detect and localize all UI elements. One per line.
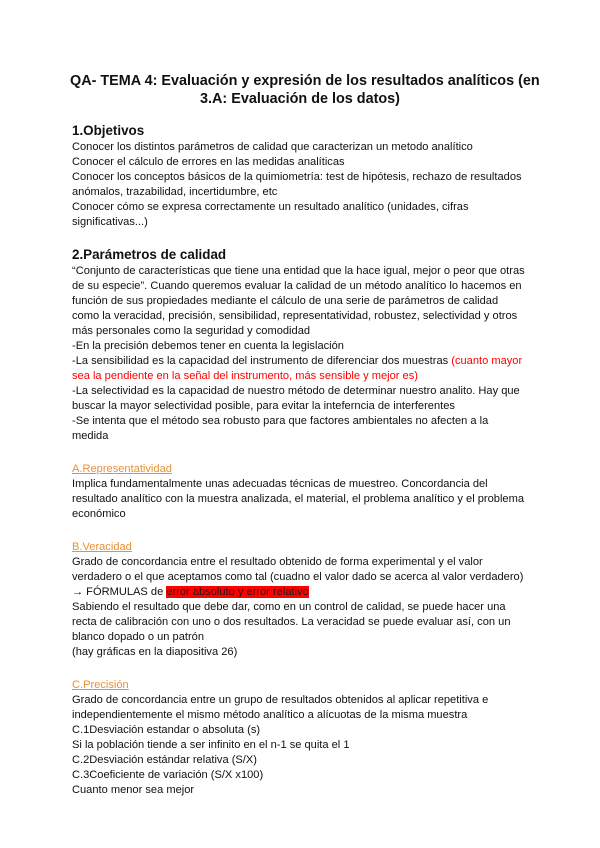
text-line: función de sus propiedades mediante el cálculo de una serie de parámetros de calidad bbox=[72, 295, 499, 307]
text-line: como la veracidad, precisión, sensibilidad, representatividad, robustez, selectividad y otros bbox=[72, 310, 518, 322]
text-line: anómalos, trazabilidad, incertidumbre, etc bbox=[72, 186, 278, 198]
text-line: (hay gráficas en la diapositiva 26) bbox=[72, 646, 238, 658]
text-line: Sabiendo el resultado que debe dar, como en un control de calidad, se puede hacer una bbox=[72, 601, 506, 613]
text-line: verdadero o el que aceptamos como tal (cuadno el valor dado se acerca al valor verdadero) bbox=[72, 571, 524, 583]
subsection-heading-representatividad: A.Representatividad bbox=[72, 463, 172, 475]
text-line: Conocer los conceptos básicos de la quimiometría: test de hipótesis, rechazo de resultados bbox=[72, 171, 522, 183]
text-line: más personales como la seguridad y comodidad bbox=[72, 325, 311, 337]
subsection-heading-precision: C.Precisión bbox=[72, 679, 129, 691]
text-line: blanco dopado o un patrón bbox=[72, 631, 205, 643]
text-line: Conocer los distintos parámetros de calidad que caracterizan un metodo analítico bbox=[72, 141, 473, 153]
formulas-prefix: → FÓRMULAS de bbox=[72, 586, 167, 598]
subsection-veracidad bbox=[72, 540, 532, 660]
subsection-heading-veracidad: B.Veracidad bbox=[72, 541, 132, 553]
sensibilidad-text: -La sensibilidad es la capacidad del instrumento de diferenciar dos muestras bbox=[72, 355, 452, 367]
text-line: Conocer el cálculo de errores en las medidas analíticas bbox=[72, 156, 345, 168]
text-line: Grado de concordancia entre un grupo de resultados obtenidos al aplicar repetitiva e bbox=[72, 694, 489, 706]
document-body bbox=[72, 122, 532, 798]
text-line: medida bbox=[72, 430, 109, 442]
subsection-representatividad bbox=[72, 462, 532, 522]
text-line: económico bbox=[72, 508, 126, 520]
text-line: buscar la mayor selectividad posible, para evitar la inteferncia de interferentes bbox=[72, 400, 455, 412]
sensibilidad-note-red: (cuanto mayor bbox=[451, 355, 523, 367]
text-line: -En la precisión debemos tener en cuenta la legislación bbox=[72, 340, 344, 352]
sensibilidad-note-red-continued: sea la pendiente en la señal del instrumento, más sensible y mejor es) bbox=[72, 370, 418, 382]
text-line: Conocer cómo se expresa correctamente un resultado analítico (unidades, cifras bbox=[72, 201, 469, 213]
title-line-1: QA- TEMA 4: Evaluación y expresión de los resultados analíticos (en bbox=[70, 73, 540, 89]
text-line: significativas...) bbox=[72, 216, 148, 228]
section-objetivos bbox=[72, 122, 532, 230]
text-line: “Conjunto de características que tiene una entidad que la hace igual, mejor o peor que otras bbox=[72, 265, 525, 277]
text-line: -Se intenta que el método sea robusto para que factores ambientales no afecten a la bbox=[72, 415, 489, 427]
text-line: Grado de concordancia entre el resultado obtenido de forma experimental y el valor bbox=[72, 556, 483, 568]
text-line: Implica fundamentalmente unas adecuadas técnicas de muestreo. Concordancia del bbox=[72, 478, 488, 490]
formulas-line bbox=[72, 585, 532, 600]
subsection-precision bbox=[72, 678, 532, 798]
text-line: -La selectividad es la capacidad de nuestro método de determinar nuestro analito. Hay que bbox=[72, 385, 520, 397]
sensibilidad-line bbox=[72, 354, 532, 369]
text-line: independientemente el mismo método analítico a alícuotas de la misma muestra bbox=[72, 709, 468, 721]
text-line: C.1Desviación estandar o absoluta (s) bbox=[72, 724, 261, 736]
section-heading-objetivos: 1.Objetivos bbox=[72, 123, 145, 138]
text-line: C.2Desviación estándar relativa (S/X) bbox=[72, 754, 257, 766]
text-line: C.3Coeficiente de variación (S/X x100) bbox=[72, 769, 264, 781]
text-line: Si la población tiende a ser infinito en el n-1 se quita el 1 bbox=[72, 739, 350, 751]
formulas-highlight: error absoluto y error relativo bbox=[166, 586, 309, 598]
text-line: recta de calibración con uno o dos resultados. La veracidad se puede evaluar así, con un bbox=[72, 616, 511, 628]
text-line: resultado analítico con la muestra analizada, el material, el problema analítico y el problema bbox=[72, 493, 525, 505]
text-line: de su especie”. Cuando queremos evaluar la calidad de un método analítico lo hacemos en bbox=[72, 280, 522, 292]
section-heading-parametros: 2.Parámetros de calidad bbox=[72, 247, 227, 262]
title-line-2: 3.A: Evaluación de los datos) bbox=[200, 91, 400, 107]
document-title bbox=[70, 72, 540, 108]
text-line: Cuanto menor sea mejor bbox=[72, 784, 195, 796]
section-parametros bbox=[72, 246, 532, 444]
